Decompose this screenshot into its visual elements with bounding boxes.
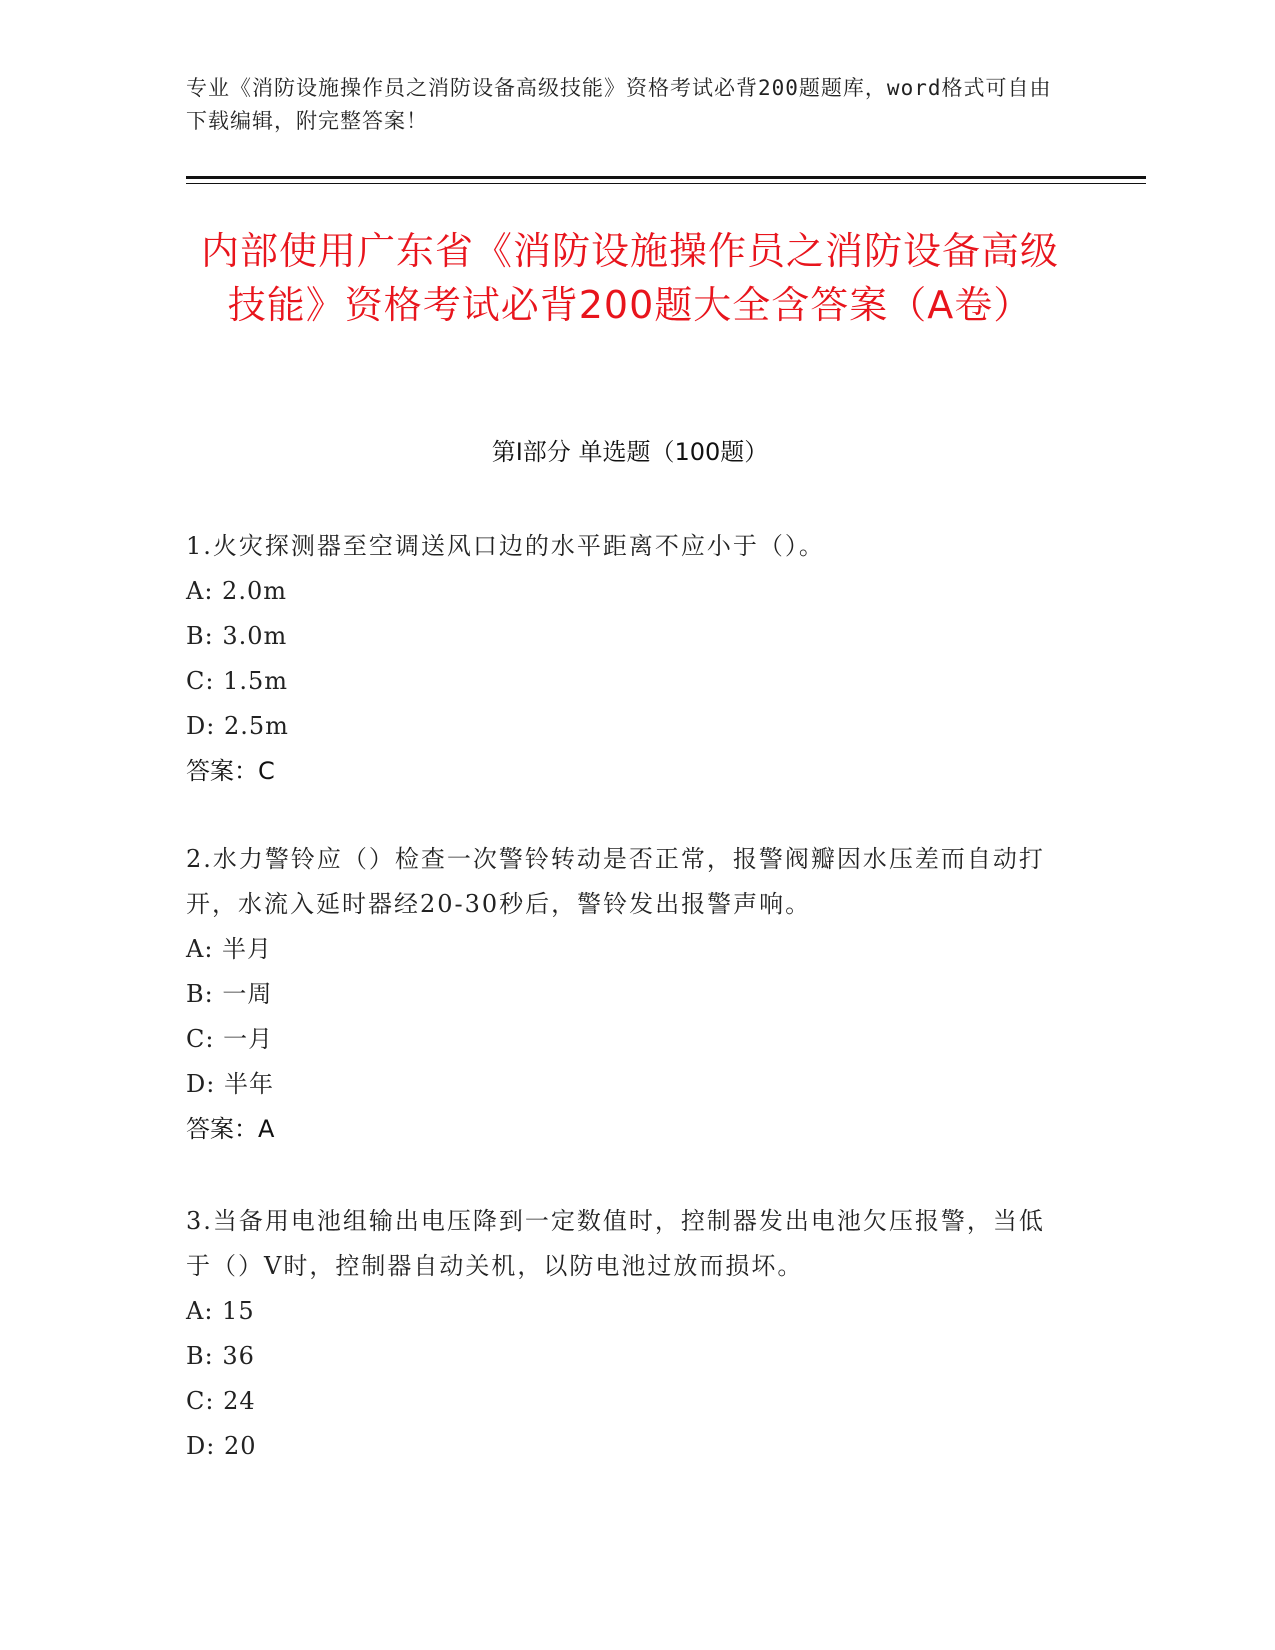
option-c: C: 一月 <box>186 1025 274 1053</box>
section-heading: 第Ⅰ部分 单选题（100题） <box>491 438 769 466</box>
option-b: B: 一周 <box>186 980 273 1008</box>
document-title: 内部使用广东省《消防设施操作员之消防设备高级技能》资格考试必背200题大全含答案（A卷） <box>200 229 1059 327</box>
option-b: B: 36 <box>186 1342 255 1370</box>
question-2 <box>186 837 1066 1152</box>
answer: 答案：C <box>186 757 275 785</box>
answer: 答案：A <box>186 1115 275 1143</box>
option-b: B: 3.0m <box>186 622 288 650</box>
option-d: D: 20 <box>186 1432 257 1460</box>
question-1 <box>186 524 1066 794</box>
option-a: A: 2.0m <box>186 577 287 605</box>
option-a: A: 半月 <box>186 935 273 963</box>
option-c: C: 1.5m <box>186 667 289 695</box>
option-c: C: 24 <box>186 1387 256 1415</box>
option-d: D: 2.5m <box>186 712 289 740</box>
question-text: 2.水力警铃应（）检查一次警铃转动是否正常，报警阀瓣因水压差而自动打开，水流入延时器经20-30秒后，警铃发出报警声响。 <box>186 845 1045 918</box>
question-3 <box>186 1199 1066 1469</box>
header-rule-thick <box>186 176 1146 179</box>
option-d: D: 半年 <box>186 1070 274 1098</box>
question-text: 3.当备用电池组输出电压降到一定数值时，控制器发出电池欠压报警，当低于（）V时，控制器自动关机，以防电池过放而损坏。 <box>186 1207 1045 1280</box>
option-a: A: 15 <box>186 1297 255 1325</box>
question-text: 1.火灾探测器至空调送风口边的水平距离不应小于（）。 <box>186 532 825 560</box>
header-rule-thin <box>186 183 1146 184</box>
header-note: 专业《消防设施操作员之消防设备高级技能》资格考试必背200题题库，word格式可自由下载编辑，附完整答案！ <box>186 76 1052 133</box>
